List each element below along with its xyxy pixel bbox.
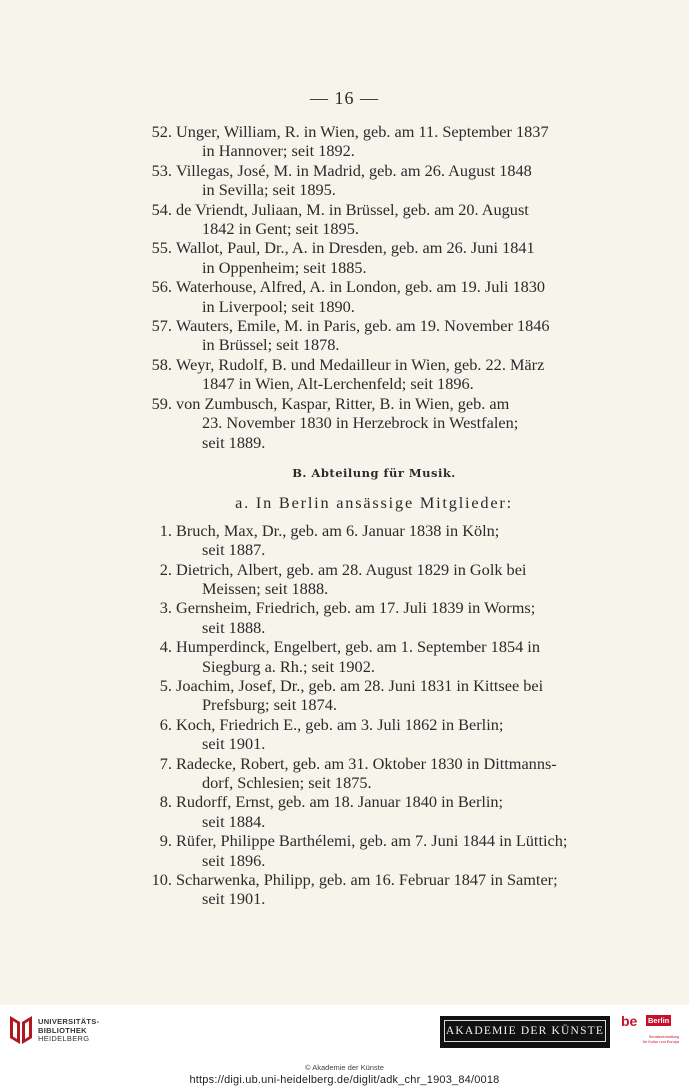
entry-line: 23. November 1830 in Herzebrock in Westfalen; xyxy=(202,413,519,433)
ub-emblem-icon xyxy=(8,1012,34,1046)
entry-line: in Sevilla; seit 1895. xyxy=(202,180,336,200)
entry-number: 7. xyxy=(159,753,172,773)
copyright-notice: © Akademie der Künste xyxy=(305,1063,384,1072)
be-label: be xyxy=(621,1013,638,1029)
entry-line: Radecke, Robert, geb. am 31. Oktober 1830 in Dittmanns- xyxy=(176,753,557,773)
list-entry xyxy=(140,754,608,793)
entry-line: in Hannover; seit 1892. xyxy=(202,141,355,161)
entry-line: in Brüssel; seit 1878. xyxy=(202,335,340,355)
be-berlin-logo[interactable] xyxy=(621,1013,679,1051)
entry-line: Wauters, Emile, M. in Paris, geb. am 19. November 1846 xyxy=(176,316,550,336)
entry-number: 10. xyxy=(151,870,172,890)
entry-line: seit 1884. xyxy=(202,811,266,831)
list-entry xyxy=(140,676,608,715)
entry-number: 52. xyxy=(151,122,172,141)
entry-line: in Liverpool; seit 1890. xyxy=(202,296,355,316)
entry-number: 59. xyxy=(151,393,172,413)
list-entry xyxy=(140,715,608,754)
entry-line: Weyr, Rudolf, B. und Medailleur in Wien, geb. 22. März xyxy=(176,354,545,374)
entry-number: 57. xyxy=(151,316,172,336)
entry-line: Waterhouse, Alfred, A. in London, geb. am 19. Juli 1830 xyxy=(176,277,546,297)
ub-line-3: HEIDELBERG xyxy=(38,1034,90,1043)
list-entry xyxy=(140,831,608,870)
entry-line: Joachim, Josef, Dr., geb. am 28. Juni 1831 in Kittsee bei xyxy=(176,675,544,695)
ub-line-2: BIBLIOTHEK xyxy=(38,1025,87,1035)
permalink-url[interactable]: https://digi.ub.uni-heidelberg.de/diglit/adk_chr_1903_84/0018 xyxy=(189,1074,500,1086)
entry-line: von Zumbusch, Kaspar, Ritter, B. in Wien, geb. am xyxy=(176,393,510,413)
entry-line: Villegas, José, M. in Madrid, geb. am 26. August 1848 xyxy=(176,160,532,180)
entry-number: 58. xyxy=(151,354,172,374)
entry-number: 9. xyxy=(159,831,172,851)
list-section-b xyxy=(140,521,608,909)
entry-line: Prefsburg; seit 1874. xyxy=(202,695,337,715)
entry-number: 55. xyxy=(151,238,172,258)
list-entry xyxy=(140,316,608,355)
member-list xyxy=(140,122,608,909)
entry-line: 1842 in Gent; seit 1895. xyxy=(202,219,359,239)
sub-heading: a. In Berlin ansässige Mitglieder: xyxy=(235,493,513,513)
entry-number: 1. xyxy=(159,520,172,540)
list-entry xyxy=(140,394,608,452)
senat-text xyxy=(641,1035,679,1044)
entry-line: Rudorff, Ernst, geb. am 18. Januar 1840 in Berlin; xyxy=(176,792,504,812)
entry-line: Koch, Friedrich E., geb. am 3. Juli 1862 in Berlin; xyxy=(176,714,504,734)
list-section-a xyxy=(140,122,608,452)
entry-line: seit 1896. xyxy=(202,850,266,870)
section-heading: B. Abteilung für Musik. xyxy=(292,465,456,480)
entry-line: seit 1901. xyxy=(202,889,266,909)
entry-line: Meissen; seit 1888. xyxy=(202,578,329,598)
list-entry xyxy=(140,598,608,637)
berlin-label: Berlin xyxy=(648,1016,670,1025)
page-number: — 16 — xyxy=(310,88,379,108)
entry-line: 1847 in Wien, Alt-Lerchenfeld; seit 1896. xyxy=(202,374,474,394)
list-entry xyxy=(140,277,608,316)
entry-line: Gernsheim, Friedrich, geb. am 17. Juli 1839 in Worms; xyxy=(176,598,536,618)
entry-number: 4. xyxy=(159,637,172,657)
list-entry xyxy=(140,560,608,599)
entry-line: Scharwenka, Philipp, geb. am 16. Februar 1847 in Samter; xyxy=(176,870,558,890)
entry-line: de Vriendt, Juliaan, M. in Brüssel, geb. am 20. August xyxy=(176,199,529,219)
list-entry xyxy=(140,161,608,200)
ub-logo-text xyxy=(38,1018,99,1044)
entry-line: seit 1889. xyxy=(202,432,266,452)
senat-line-2: für Kultur und Europa xyxy=(642,1039,679,1044)
entry-line: Dietrich, Albert, geb. am 28. August 1829 in Golk bei xyxy=(176,559,527,579)
list-entry xyxy=(140,792,608,831)
entry-line: Humperdinck, Engelbert, geb. am 1. September 1854 in xyxy=(176,637,540,657)
list-entry xyxy=(140,521,608,560)
entry-line: in Oppenheim; seit 1885. xyxy=(202,257,367,277)
entry-line: Rüfer, Philippe Barthélemi, geb. am 7. Juni 1844 in Lüttich; xyxy=(176,831,568,851)
entry-line: dorf, Schlesien; seit 1875. xyxy=(202,773,372,792)
entry-number: 56. xyxy=(151,277,172,297)
entry-number: 3. xyxy=(159,598,172,618)
entry-line: Siegburg a. Rh.; seit 1902. xyxy=(202,656,375,676)
entry-number: 6. xyxy=(159,714,172,734)
entry-number: 54. xyxy=(151,199,172,219)
list-entry xyxy=(140,355,608,394)
entry-number: 5. xyxy=(159,675,172,695)
ub-line-1: UNIVERSITÄTS- xyxy=(38,1017,100,1026)
entry-number: 53. xyxy=(151,160,172,180)
list-entry xyxy=(140,200,608,239)
ub-heidelberg-logo[interactable] xyxy=(8,1010,128,1050)
entry-line: seit 1888. xyxy=(202,617,266,637)
list-entry xyxy=(140,637,608,676)
list-entry xyxy=(140,122,608,161)
akademie-label: AKADEMIE DER KÜNSTE xyxy=(444,1020,606,1042)
entry-line: Wallot, Paul, Dr., A. in Dresden, geb. am 26. Juni 1841 xyxy=(176,238,535,258)
senat-line-1: Senatsverwaltung xyxy=(648,1035,679,1039)
entry-number: 8. xyxy=(159,792,172,812)
akademie-logo[interactable] xyxy=(440,1016,610,1048)
entry-line: seit 1901. xyxy=(202,734,266,754)
entry-line: Bruch, Max, Dr., geb. am 6. Januar 1838 in Köln; xyxy=(176,520,500,540)
entry-line: Unger, William, R. in Wien, geb. am 11. September 1837 xyxy=(176,122,549,141)
entry-number: 2. xyxy=(159,559,172,579)
list-entry xyxy=(140,238,608,277)
list-entry xyxy=(140,870,608,909)
entry-line: seit 1887. xyxy=(202,540,266,560)
